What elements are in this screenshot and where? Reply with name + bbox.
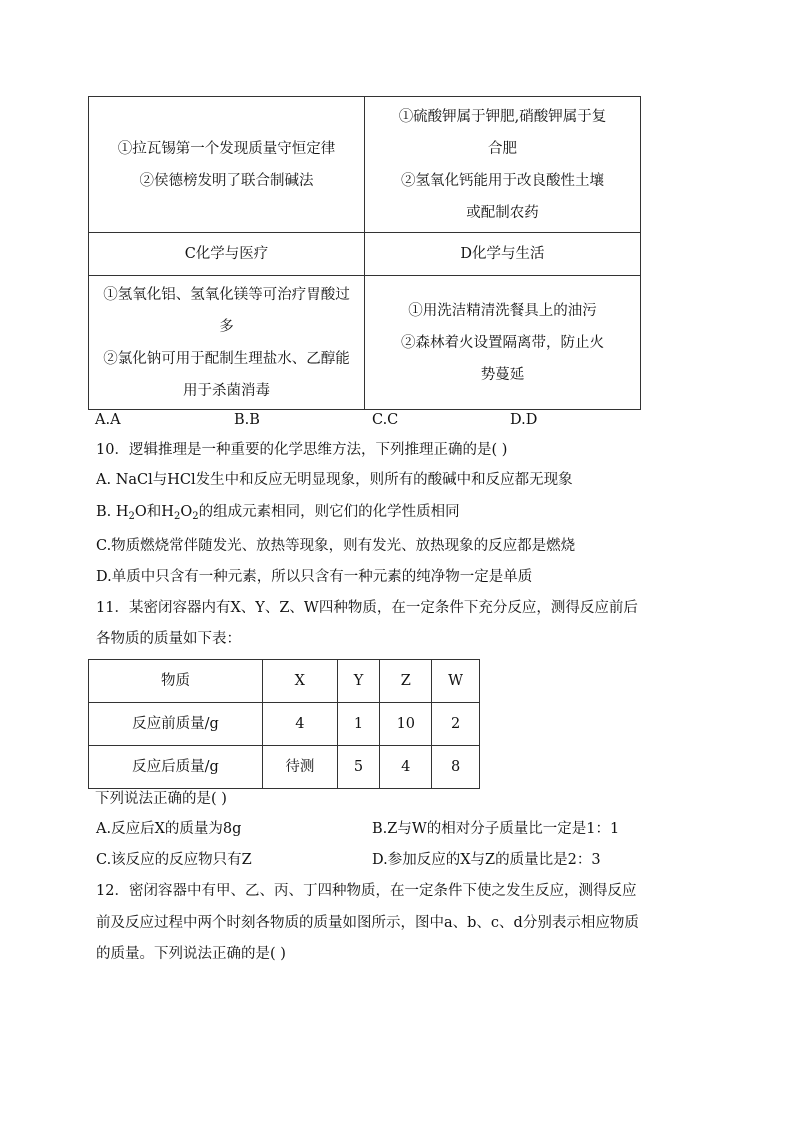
cell-d-header: D化学与生活: [365, 233, 641, 276]
q10-stem: 10．逻辑推理是一种重要的化学思维方法，下列推理正确的是( ): [96, 442, 508, 458]
cell-d-content: [365, 276, 641, 410]
cell-c-content: [89, 276, 365, 410]
knowledge-table: [88, 96, 641, 410]
q11-option-d: D.参加反应的X与Z的质量比是2：3: [372, 852, 601, 868]
q11-option-b: B.Z与W的相对分子质量比一定是1：1: [372, 821, 620, 837]
cell-line: ②侯德榜发明了联合制碱法: [139, 172, 314, 189]
q9-option-c: C.C: [372, 412, 399, 428]
cell-line: ①拉瓦锡第一个发现质量守恒定律: [117, 140, 336, 157]
q10-option-c: C.物质燃烧常伴随发光、放热等现象，则有发光、放热现象的反应都是燃烧: [96, 538, 576, 554]
cell-line: 或配制农药: [466, 204, 539, 221]
table-cell: 4: [380, 746, 432, 789]
cell-line: ①硫酸钾属于钾肥,硝酸钾属于复: [398, 108, 607, 125]
header-cell: 物质: [89, 660, 263, 703]
mass-table-row: [89, 703, 480, 746]
q11-option-a: A.反应后X的质量为8g: [96, 821, 242, 837]
q12-stem-line1: 12．密闭容器中有甲、乙、丙、丁四种物质，在一定条件下使之发生反应，测得反应: [96, 883, 637, 899]
q11-option-c: C.该反应的反应物只有Z: [96, 852, 252, 868]
q12-stem-line2: 前及反应过程中两个时刻各物质的质量如图所示，图中a、b、c、d分别表示相应物质: [96, 915, 639, 931]
q12-stem-line3: 的质量。下列说法正确的是( ): [96, 946, 286, 962]
cell-line: 多: [219, 318, 234, 335]
table-cell: 8: [432, 746, 480, 789]
table-cell: 10: [380, 703, 432, 746]
table-cell: 1: [337, 703, 380, 746]
q9-option-a: A.A: [95, 412, 121, 428]
mass-table: [88, 659, 480, 789]
q9-option-b: B.B: [234, 412, 260, 428]
q10-option-a: A. NaCl与HCl发生中和反应无明显现象，则所有的酸碱中和反应都无现象: [96, 472, 573, 488]
mass-table-row: [89, 746, 480, 789]
cell-b-content: [365, 97, 641, 233]
table-cell: 2: [432, 703, 480, 746]
header-cell: Z: [380, 660, 432, 703]
cell-c-header: C化学与医疗: [89, 233, 365, 276]
cell-a-content: [89, 97, 365, 233]
cell-line: ②氢氧化钙能用于改良酸性土壤: [401, 172, 604, 189]
q11-stem-line1: 11．某密闭容器内有X、Y、Z、W四种物质，在一定条件下充分反应，测得反应前后: [96, 600, 638, 616]
q10-option-b: B. $H_2O$和$H_2O_2$的组成元素相同，则它们的化学性质相同: [96, 504, 460, 522]
table-cell: 待测: [263, 746, 338, 789]
cell-line: 合肥: [488, 140, 517, 157]
cell-line: 用于杀菌消毒: [183, 382, 270, 399]
q11-stem-line2: 各物质的质量如下表：: [96, 631, 241, 647]
cell-line: ①用洗洁精清洗餐具上的油污: [408, 302, 597, 319]
table-cell: 反应后质量/g: [89, 746, 263, 789]
cell-line: ②氯化钠可用于配制生理盐水、乙醇能: [103, 350, 350, 367]
table-cell: 5: [337, 746, 380, 789]
q11-prompt: 下列说法正确的是( ): [95, 791, 227, 807]
q10-option-d: D.单质中只含有一种元素，所以只含有一种元素的纯净物一定是单质: [96, 569, 533, 585]
cell-line: ②森林着火设置隔离带，防止火: [401, 334, 604, 351]
cell-line: ①氢氧化铝、氢氧化镁等可治疗胃酸过: [103, 286, 350, 303]
q9-option-d: D.D: [510, 412, 538, 428]
table-cell: 4: [263, 703, 338, 746]
header-cell: X: [263, 660, 338, 703]
header-cell: Y: [337, 660, 380, 703]
table-cell: 反应前质量/g: [89, 703, 263, 746]
cell-line: 势蔓延: [480, 366, 525, 383]
header-cell: W: [432, 660, 480, 703]
mass-table-header: [89, 660, 480, 703]
